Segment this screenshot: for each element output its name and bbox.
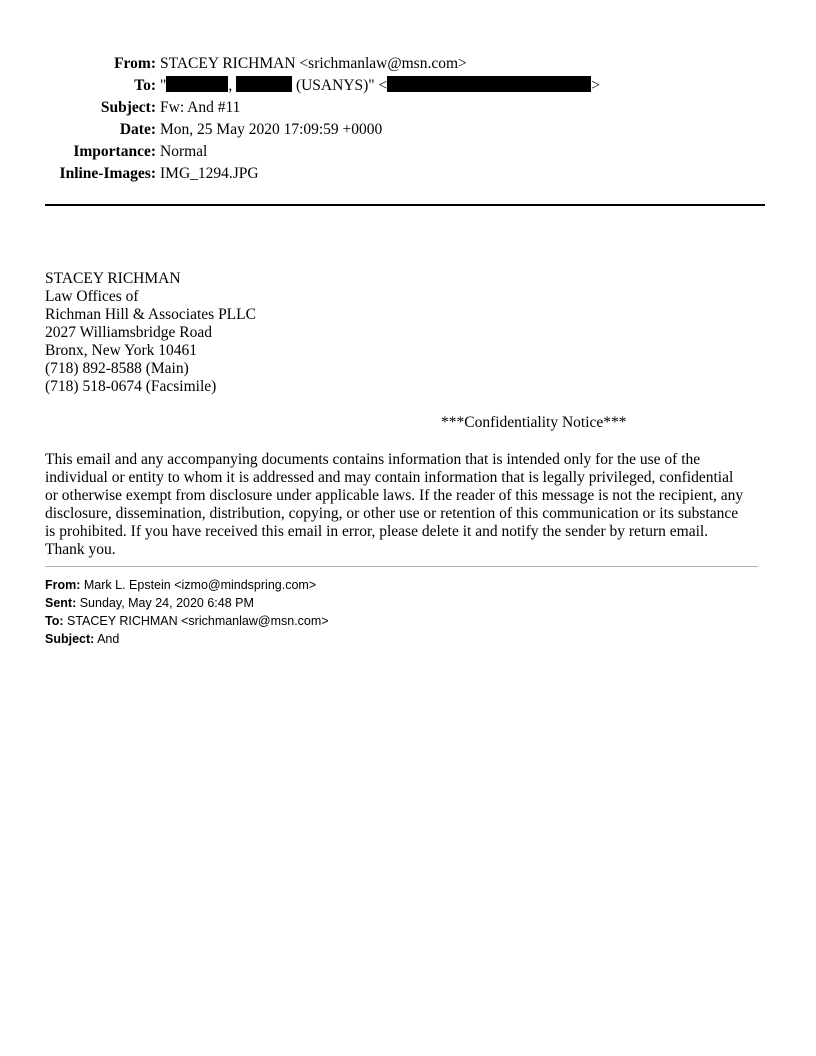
confidentiality-notice [45, 451, 771, 559]
notice-line: individual or entity to whom it is addressed and may contain information that is legally privileged, confidential [45, 469, 734, 486]
forwarded-to-value: STACEY RICHMAN <srichmanlaw@msn.com> [63, 614, 329, 628]
forwarded-from-value: Mark L. Epstein <izmo@mindspring.com> [80, 578, 317, 592]
header-from-label: From: [114, 55, 156, 72]
forwarded-sent-value: Sunday, May 24, 2020 6:48 PM [76, 596, 254, 610]
forwarded-from-label: From: [45, 578, 81, 592]
signature-line: (718) 892-8588 (Main) [45, 360, 189, 377]
to-open-quote: " [160, 77, 167, 94]
header-from-row [0, 53, 816, 75]
header-to-value [160, 75, 600, 97]
to-comma: , [228, 77, 233, 94]
redaction-box [387, 76, 591, 92]
redaction-box [236, 76, 292, 92]
header-date-value: Mon, 25 May 2020 17:09:59 +0000 [160, 121, 383, 138]
signature-line: Richman Hill & Associates PLLC [45, 306, 256, 323]
notice-line: This email and any accompanying documents contains information that is intended only for the use of the [45, 451, 701, 468]
forwarded-header [45, 576, 329, 648]
notice-line: disclosure, dissemination, distribution, copying, or other use or retention of this communication or its substance [45, 505, 739, 522]
redaction-box [166, 76, 228, 92]
notice-line: or otherwise exempt from disclosure under applicable laws. If the reader of this message is not the recipient, any [45, 487, 744, 504]
forwarded-from-row [45, 576, 329, 594]
signature-block [45, 270, 256, 396]
header-date-row [0, 119, 816, 141]
header-to-label: To: [134, 77, 156, 94]
forward-divider [45, 566, 758, 567]
forwarded-to-row [45, 612, 329, 630]
notice-line: is prohibited. If you have received this email in error, please delete it and notify the sender by return email. [45, 523, 709, 540]
header-subject-row [0, 97, 816, 119]
forwarded-to-label: To: [45, 614, 64, 628]
signature-line: Bronx, New York 10461 [45, 342, 197, 359]
header-divider [45, 204, 765, 206]
forwarded-sent-label: Sent: [45, 596, 77, 610]
to-mid: (USANYS)" < [292, 77, 388, 94]
confidentiality-title: ***Confidentiality Notice*** [441, 414, 627, 431]
to-close: > [591, 77, 600, 94]
header-importance-row [0, 141, 816, 163]
header-subject-value: Fw: And #11 [160, 99, 241, 116]
header-subject-label: Subject: [100, 99, 156, 116]
header-importance-label: Importance: [73, 143, 156, 160]
header-inline-images-value: IMG_1294.JPG [160, 165, 259, 182]
header-from-value: STACEY RICHMAN <srichmanlaw@msn.com> [160, 55, 467, 72]
header-importance-value: Normal [160, 143, 208, 160]
header-inline-images-row [0, 163, 816, 185]
forwarded-subject-row [45, 630, 329, 648]
header-to-row [0, 75, 816, 97]
email-header [0, 53, 816, 185]
signature-line: Law Offices of [45, 288, 139, 305]
notice-line: Thank you. [45, 541, 116, 558]
forwarded-subject-value: And [94, 632, 120, 646]
header-inline-images-label: Inline-Images: [59, 165, 156, 182]
header-date-label: Date: [119, 121, 156, 138]
forwarded-sent-row [45, 594, 329, 612]
signature-line: STACEY RICHMAN [45, 270, 181, 287]
signature-line: 2027 Williamsbridge Road [45, 324, 212, 341]
forwarded-subject-label: Subject: [45, 632, 95, 646]
signature-line: (718) 518-0674 (Facsimile) [45, 378, 217, 395]
